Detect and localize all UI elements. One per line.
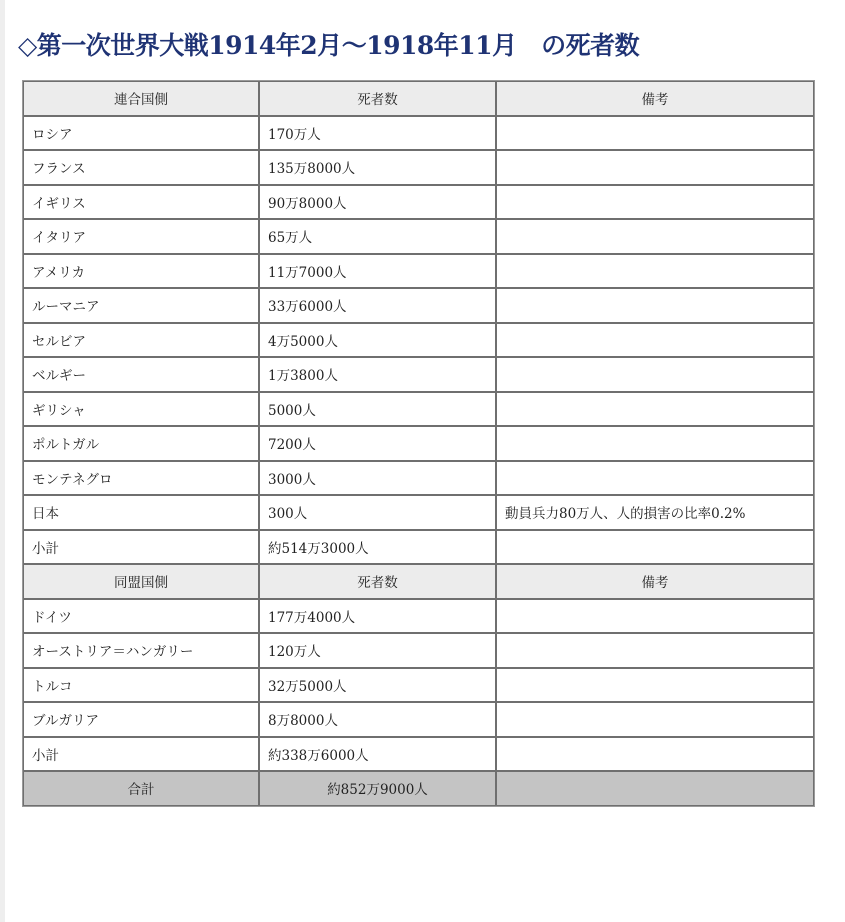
note-cell [496, 116, 814, 151]
allies-subtotal-row [23, 530, 814, 565]
deaths-cell: 65万人 [259, 219, 496, 254]
central-header-country: 同盟国側 [23, 564, 259, 599]
total-label: 合計 [23, 771, 259, 806]
note-cell [496, 599, 814, 634]
deaths-table-body [23, 81, 814, 806]
deaths-cell: 120万人 [259, 633, 496, 668]
note-cell [496, 426, 814, 461]
table-row [23, 633, 814, 668]
note-cell [496, 323, 814, 358]
table-row [23, 150, 814, 185]
subtotal-deaths: 約338万6000人 [259, 737, 496, 772]
deaths-cell: 3000人 [259, 461, 496, 496]
table-row [23, 392, 814, 427]
deaths-cell: 33万6000人 [259, 288, 496, 323]
deaths-cell: 177万4000人 [259, 599, 496, 634]
table-row [23, 116, 814, 151]
country-cell: ロシア [23, 116, 259, 151]
country-cell: モンテネグロ [23, 461, 259, 496]
country-cell: セルビア [23, 323, 259, 358]
country-cell: フランス [23, 150, 259, 185]
subtotal-deaths: 約514万3000人 [259, 530, 496, 565]
allies-header-deaths: 死者数 [259, 81, 496, 116]
country-cell: トルコ [23, 668, 259, 703]
table-row [23, 426, 814, 461]
central-header-note: 備考 [496, 564, 814, 599]
page-left-rule [0, 0, 5, 922]
allies-header-country: 連合国側 [23, 81, 259, 116]
central-header-row [23, 564, 814, 599]
allies-header-row [23, 81, 814, 116]
table-row [23, 288, 814, 323]
deaths-cell: 170万人 [259, 116, 496, 151]
table-row [23, 219, 814, 254]
page-title: ◇第一次世界大戦1914年2月〜1918年11月 の死者数 [18, 31, 640, 60]
table-row [23, 495, 814, 530]
note-cell [496, 357, 814, 392]
country-cell: イギリス [23, 185, 259, 220]
table-row [23, 461, 814, 496]
country-cell: オーストリア＝ハンガリー [23, 633, 259, 668]
deaths-cell: 135万8000人 [259, 150, 496, 185]
allies-header-note: 備考 [496, 81, 814, 116]
subtotal-label: 小計 [23, 530, 259, 565]
note-cell [496, 150, 814, 185]
note-cell [496, 219, 814, 254]
note-cell [496, 461, 814, 496]
deaths-cell: 4万5000人 [259, 323, 496, 358]
country-cell: ギリシャ [23, 392, 259, 427]
deaths-cell: 8万8000人 [259, 702, 496, 737]
central-header-deaths: 死者数 [259, 564, 496, 599]
country-cell: ポルトガル [23, 426, 259, 461]
note-cell [496, 288, 814, 323]
deaths-cell: 1万3800人 [259, 357, 496, 392]
country-cell: ドイツ [23, 599, 259, 634]
country-cell: ルーマニア [23, 288, 259, 323]
note-cell [496, 530, 814, 565]
deaths-cell: 11万7000人 [259, 254, 496, 289]
note-cell [496, 737, 814, 772]
country-cell: イタリア [23, 219, 259, 254]
note-cell [496, 185, 814, 220]
deaths-cell: 7200人 [259, 426, 496, 461]
note-cell [496, 702, 814, 737]
country-cell: ブルガリア [23, 702, 259, 737]
table-row [23, 254, 814, 289]
subtotal-label: 小計 [23, 737, 259, 772]
deaths-cell: 32万5000人 [259, 668, 496, 703]
note-cell [496, 633, 814, 668]
note-cell [496, 254, 814, 289]
deaths-table [22, 80, 815, 807]
table-row [23, 702, 814, 737]
note-cell [496, 392, 814, 427]
country-cell: 日本 [23, 495, 259, 530]
central-subtotal-row [23, 737, 814, 772]
country-cell: アメリカ [23, 254, 259, 289]
deaths-cell: 5000人 [259, 392, 496, 427]
table-row [23, 668, 814, 703]
table-row [23, 599, 814, 634]
total-row [23, 771, 814, 806]
total-deaths: 約852万9000人 [259, 771, 496, 806]
deaths-cell: 300人 [259, 495, 496, 530]
country-cell: ベルギー [23, 357, 259, 392]
table-row [23, 323, 814, 358]
table-row [23, 185, 814, 220]
note-cell [496, 668, 814, 703]
total-note [496, 771, 814, 806]
deaths-cell: 90万8000人 [259, 185, 496, 220]
note-cell: 動員兵力80万人、人的損害の比率0.2% [496, 495, 814, 530]
table-row [23, 357, 814, 392]
